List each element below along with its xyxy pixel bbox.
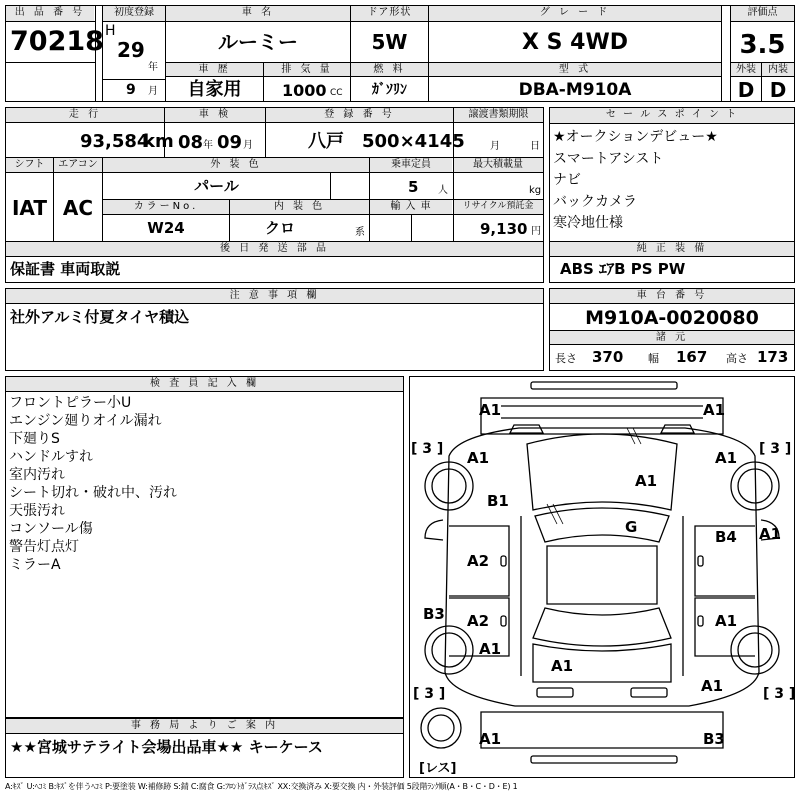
legend: A:ｷｽﾞ U:ﾍｺﾐ B:ｷｽﾞを伴うﾍｺﾐ P:要塗装 W:補修跡 S:錆 C:腐食 G:ﾌﾛﾝﾄｶﾞﾗｽ点ｷｽﾞ XX:交換済み X:要交換 内・外装評価 5段階ﾗﾝｸ順(A・B・C・D・E) 1	[5, 782, 518, 791]
model-header: 型 式	[429, 63, 721, 76]
list-item: 下廻りS	[9, 431, 60, 447]
inspector-list	[9, 394, 177, 574]
inspection-year: 08	[178, 132, 204, 153]
list-item: エンジン廻りオイル漏れ	[9, 413, 162, 429]
office-header: 事 務 局 よ り ご 案 内	[6, 719, 403, 733]
transfer-month: 月	[490, 141, 500, 152]
mark-door-rear-right: A1	[715, 612, 738, 630]
first-reg-header: 初度登録	[103, 6, 165, 21]
first-reg-year: 29	[117, 38, 145, 62]
mark-mirror-right: A1	[759, 525, 782, 543]
mark-door-front-right: B4	[715, 528, 737, 546]
displacement: 1000	[282, 81, 327, 100]
list-item: ハンドルすれ	[9, 449, 93, 465]
ext-color: パール	[194, 177, 239, 195]
car-name: ルーミー	[218, 30, 298, 54]
length-value: 370	[592, 348, 624, 366]
ac-header: エアコン	[54, 158, 102, 172]
tire-front-left: [ 3 ]	[411, 441, 444, 457]
reg-number-header: 登 録 番 号	[266, 108, 453, 122]
notes-header: 注 意 事 項 欄	[6, 289, 543, 303]
ext-color-header: 外 装 色	[103, 158, 369, 172]
door-header: ドア形状	[351, 6, 428, 21]
list-item: 室内汚れ	[9, 467, 65, 483]
list-item: フロントピラー小U	[9, 395, 132, 411]
int-color: クロ	[264, 219, 295, 237]
mileage: 93,584	[80, 131, 150, 152]
spare-tire: [レス]	[419, 761, 457, 776]
ac: AC	[62, 196, 94, 220]
door-type: 5W	[371, 30, 408, 54]
inspection-month-unit: 月	[243, 140, 253, 151]
lot-number: 70218	[10, 26, 104, 57]
displacement-unit: CC	[330, 88, 343, 98]
list-item: ★オークションデビュー★	[553, 129, 718, 145]
lot-header: 出 品 番 号	[6, 6, 94, 21]
recycle-fee: 9,130	[480, 220, 528, 238]
transfer-day: 日	[530, 141, 540, 152]
capacity: 5	[408, 178, 419, 196]
later-parts-header: 後 日 発 送 部 品	[6, 242, 543, 256]
list-item: 警告灯点灯	[9, 539, 79, 555]
score-header: 評価点	[731, 6, 794, 21]
mark-front-left: A1	[479, 401, 502, 419]
max-load-unit: kg	[529, 185, 542, 196]
interior-score: D	[769, 78, 787, 102]
inspector-header: 検 査 員 記 入 欄	[6, 377, 403, 391]
chassis-header: 車 台 番 号	[550, 289, 794, 303]
list-item: シート切れ・破れ中、汚れ	[9, 485, 177, 501]
list-item: 天張汚れ	[9, 503, 65, 519]
car-outline	[421, 382, 782, 763]
mark-fender-left: A1	[467, 449, 490, 467]
recycle-header: リサイクル預託金	[453, 200, 543, 214]
office-text: ★★宮城サテライト会場出品車★★ キーケース	[10, 738, 323, 756]
mark-rear-right: B3	[703, 730, 725, 748]
fuel: ｶﾞｿﾘﾝ	[372, 82, 407, 98]
first-reg-month: 9	[126, 82, 136, 98]
year-unit: 年	[148, 62, 158, 73]
mark-front-right: A1	[703, 401, 726, 419]
era: H	[105, 23, 116, 39]
inspection-month: 09	[217, 132, 243, 153]
reg-number: 500×4145	[362, 131, 465, 152]
list-item: コンソール傷	[9, 521, 93, 537]
length-label: 長さ	[555, 352, 577, 365]
history: 自家用	[187, 79, 242, 100]
list-item: 寒冷地仕様	[553, 215, 623, 231]
displacement-header: 排 気 量	[264, 63, 350, 76]
exterior-score: D	[737, 78, 755, 102]
mark-quarter-left: A1	[479, 640, 502, 658]
mark-door-front-left: A2	[467, 552, 490, 570]
later-parts-text: 保証書 車両取説	[10, 260, 121, 278]
score: 3.5	[739, 30, 786, 60]
height-value: 173	[757, 348, 789, 366]
sales-points-header: セ ー ル ス ポ イ ン ト	[550, 108, 794, 123]
grade: X S 4WD	[522, 30, 628, 55]
car-name-header: 車 名	[166, 6, 350, 21]
capacity-unit: 人	[438, 185, 448, 196]
car-body-diagram	[409, 376, 795, 778]
history-header: 車 歴	[166, 63, 263, 76]
shift: IAT	[11, 196, 47, 220]
max-load-header: 最大積載量	[453, 158, 543, 172]
height-label: 高さ	[726, 352, 748, 365]
color-no: W24	[147, 219, 185, 237]
int-color-unit: 系	[355, 227, 365, 238]
transfer-header: 譲渡書類期限	[454, 108, 543, 122]
tire-rear-left: [ 3 ]	[413, 686, 446, 702]
capacity-header: 乗車定員	[370, 158, 452, 172]
list-item: ミラーA	[9, 557, 61, 573]
list-item: スマートアシスト	[553, 150, 664, 167]
inspection-header: 車 検	[165, 108, 265, 122]
month-unit: 月	[148, 86, 158, 97]
model: DBA-M910A	[518, 80, 632, 100]
grade-header: グ レ ー ド	[429, 6, 721, 21]
tire-rear-right: [ 3 ]	[763, 686, 795, 702]
mileage-unit: km	[143, 131, 174, 152]
int-color-header: 内 装 色	[230, 200, 369, 214]
list-item: バックカメラ	[553, 193, 637, 210]
equipment-header: 純 正 装 備	[550, 242, 794, 256]
mark-rear-left: A1	[479, 730, 502, 748]
inspection-year-unit: 年	[203, 140, 213, 151]
width-label: 幅	[648, 352, 659, 365]
mark-sill-left: B3	[423, 605, 445, 623]
mark-hood: A1	[635, 472, 658, 490]
mileage-header: 走 行	[6, 108, 164, 122]
shift-header: シフト	[6, 158, 53, 172]
sales-points-list	[553, 127, 718, 235]
chassis-number: M910A-0020080	[585, 307, 759, 329]
width-value: 167	[676, 348, 708, 366]
interior-header: 内装	[762, 63, 794, 76]
color-no-header: カラーNo.	[103, 200, 229, 214]
mark-fender-right: A1	[715, 449, 738, 467]
spec-header: 諸 元	[550, 331, 794, 344]
fuel-header: 燃 料	[351, 63, 428, 76]
recycle-unit: 円	[531, 226, 541, 237]
reg-area: 八戸	[308, 131, 344, 152]
list-item: ナビ	[553, 172, 581, 188]
mark-pillar-left: B1	[487, 492, 509, 510]
tire-front-right: [ 3 ]	[759, 441, 792, 457]
equipment-text: ABS ｴｱB PS PW	[560, 260, 686, 278]
mark-rear-window: A1	[551, 657, 574, 675]
exterior-header: 外装	[731, 63, 761, 76]
import-header: 輸 入 車	[370, 200, 452, 214]
mark-door-rear-left: A2	[467, 612, 490, 630]
mark-roof: G	[625, 518, 638, 536]
mark-quarter-right: A1	[701, 677, 724, 695]
notes-text: 社外アルミ付夏タイヤ積込	[10, 308, 190, 326]
